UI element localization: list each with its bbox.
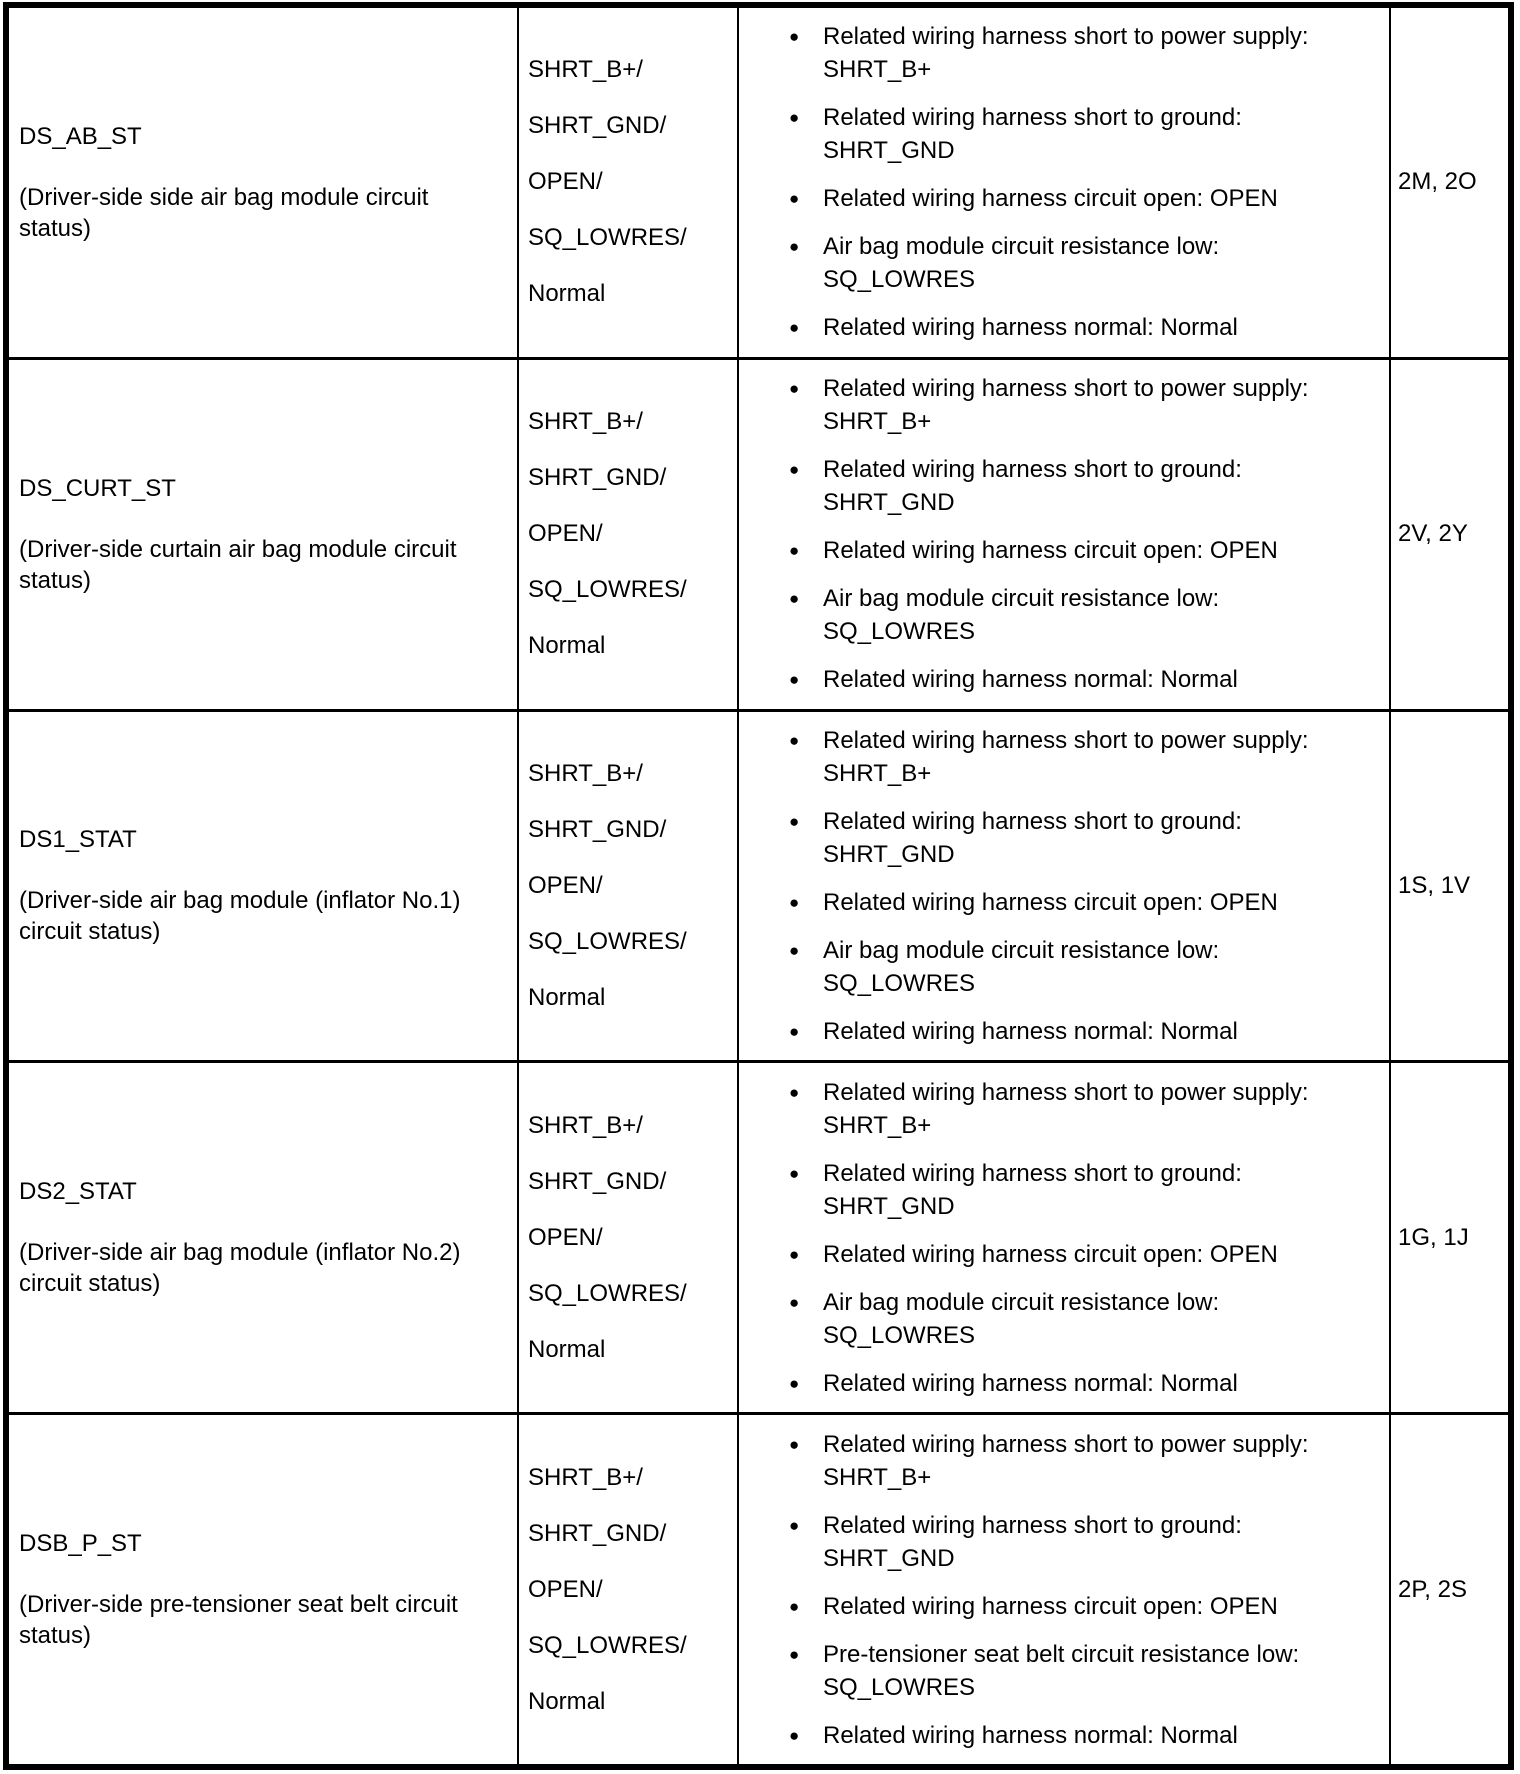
bullet-line: Related wiring harness short to power supply: <box>823 23 1309 51</box>
bullet-text <box>823 805 1383 871</box>
bullet-text <box>823 534 1383 567</box>
bullet-text <box>823 1590 1383 1623</box>
bullet-line: Related wiring harness normal: Normal <box>823 1017 1238 1045</box>
bullet-line: Related wiring harness short to ground: <box>823 104 1242 132</box>
value-option: Normal <box>528 280 606 308</box>
bullet-line: Related wiring harness circuit open: OPEN <box>823 185 1278 213</box>
bullet-text <box>823 663 1383 696</box>
bullet-item <box>789 230 1383 296</box>
bullet-item <box>789 582 1383 648</box>
table-row <box>9 712 1508 1064</box>
bullet-icon: ● <box>789 1596 800 1616</box>
bullet-line: SHRT_GND <box>823 489 955 517</box>
value-option: Normal <box>528 1335 606 1363</box>
bullet-line: SHRT_B+ <box>823 408 932 436</box>
parameter-description: (Driver-side pre-tensioner seat belt circuit status) <box>19 1591 458 1650</box>
parameter-name: DS_CURT_ST <box>19 474 176 502</box>
bullet-text <box>823 886 1383 919</box>
bullet-item <box>789 534 1383 567</box>
bullet-item <box>789 1719 1383 1752</box>
bullet-line: SHRT_B+ <box>823 1463 932 1491</box>
bullet-line: SHRT_B+ <box>823 56 932 84</box>
parameter-name: DS_AB_ST <box>19 122 142 150</box>
bullet-line: Related wiring harness short to power supply: <box>823 375 1309 403</box>
bullet-line: Air bag module circuit resistance low: <box>823 585 1220 613</box>
value-option: SHRT_B+/ <box>528 759 643 787</box>
bullet-line: Related wiring harness circuit open: OPEN <box>823 537 1278 565</box>
parameter-cell <box>9 1063 519 1412</box>
bullet-line: SQ_LOWRES <box>823 1673 976 1701</box>
value-option: Normal <box>528 1687 606 1715</box>
meanings-cell <box>739 360 1391 709</box>
parameter-description: (Driver-side side air bag module circuit status) <box>19 183 429 242</box>
terminals-cell <box>1391 712 1508 1061</box>
parameter-description: (Driver-side air bag module (inflator No.2) circuit status) <box>19 1239 461 1298</box>
value-option: Normal <box>528 632 606 660</box>
bullet-line: Related wiring harness circuit open: OPEN <box>823 888 1278 916</box>
bullet-line: SHRT_GND <box>823 1192 955 1220</box>
values-cell <box>519 8 739 357</box>
bullet-line: Related wiring harness circuit open: OPEN <box>823 1592 1278 1620</box>
bullet-text <box>823 101 1383 167</box>
bullet-icon: ● <box>789 1373 800 1393</box>
terminal-codes: 2V, 2Y <box>1398 520 1468 548</box>
value-option: SQ_LOWRES/ <box>528 1631 687 1659</box>
value-option: SHRT_B+/ <box>528 1463 643 1491</box>
value-option: SHRT_B+/ <box>528 1111 643 1139</box>
bullet-text <box>823 1238 1383 1271</box>
bullet-text <box>823 453 1383 519</box>
value-option: SQ_LOWRES/ <box>528 576 687 604</box>
bullet-text <box>823 372 1383 438</box>
bullet-icon: ● <box>789 730 800 750</box>
terminal-codes: 2P, 2S <box>1398 1575 1467 1603</box>
parameter-name: DS1_STAT <box>19 826 137 854</box>
bullet-icon: ● <box>789 1292 800 1312</box>
bullet-icon: ● <box>789 189 800 209</box>
value-option: SHRT_GND/ <box>528 464 667 492</box>
bullet-icon: ● <box>789 237 800 257</box>
bullet-icon: ● <box>789 892 800 912</box>
value-option: SQ_LOWRES/ <box>528 927 687 955</box>
bullet-item <box>789 182 1383 215</box>
value-option: SHRT_GND/ <box>528 815 667 843</box>
bullet-line: Related wiring harness short to ground: <box>823 456 1242 484</box>
value-option: OPEN/ <box>528 168 603 196</box>
bullet-line: Related wiring harness short to power supply: <box>823 1078 1309 1106</box>
bullet-icon: ● <box>789 670 800 690</box>
bullet-item <box>789 101 1383 167</box>
bullet-icon: ● <box>789 1244 800 1264</box>
bullet-text <box>823 1638 1383 1704</box>
bullet-text <box>823 724 1383 790</box>
bullet-item <box>789 372 1383 438</box>
bullet-icon: ● <box>789 811 800 831</box>
values-cell <box>519 1415 739 1764</box>
bullet-text <box>823 1157 1383 1223</box>
bullet-line: Related wiring harness normal: Normal <box>823 314 1238 342</box>
bullet-item <box>789 1157 1383 1223</box>
parameter-name: DSB_P_ST <box>19 1530 142 1558</box>
table-row <box>9 1415 1508 1764</box>
value-option: OPEN/ <box>528 871 603 899</box>
bullet-item <box>789 886 1383 919</box>
value-option: Normal <box>528 983 606 1011</box>
bullet-line: SHRT_GND <box>823 840 955 868</box>
bullet-item <box>789 1076 1383 1142</box>
values-cell <box>519 1063 739 1412</box>
bullet-icon: ● <box>789 1725 800 1745</box>
bullet-item <box>789 805 1383 871</box>
value-option: SHRT_GND/ <box>528 1167 667 1195</box>
bullet-line: Related wiring harness short to ground: <box>823 807 1242 835</box>
terminals-cell <box>1391 360 1508 709</box>
bullet-line: SHRT_B+ <box>823 759 932 787</box>
bullet-line: SQ_LOWRES <box>823 618 976 646</box>
parameter-cell <box>9 8 519 357</box>
bullet-icon: ● <box>789 541 800 561</box>
bullet-item <box>789 663 1383 696</box>
bullet-line: SQ_LOWRES <box>823 1321 976 1349</box>
bullet-text <box>823 1076 1383 1142</box>
bullet-icon: ● <box>789 1082 800 1102</box>
bullet-icon: ● <box>789 940 800 960</box>
bullet-line: Related wiring harness short to ground: <box>823 1511 1242 1539</box>
meanings-cell <box>739 1063 1391 1412</box>
bullet-line: SHRT_GND <box>823 137 955 165</box>
bullet-line: SHRT_B+ <box>823 1111 932 1139</box>
bullet-item <box>789 20 1383 86</box>
bullet-line: Air bag module circuit resistance low: <box>823 1288 1220 1316</box>
bullet-text <box>823 20 1383 86</box>
parameter-cell <box>9 712 519 1061</box>
bullet-line: Related wiring harness normal: Normal <box>823 1721 1238 1749</box>
bullet-item <box>789 453 1383 519</box>
value-option: SHRT_B+/ <box>528 56 643 84</box>
bullet-item <box>789 1428 1383 1494</box>
value-option: OPEN/ <box>528 1223 603 1251</box>
bullet-line: Air bag module circuit resistance low: <box>823 233 1220 261</box>
bullet-line: SHRT_GND <box>823 1544 955 1572</box>
signal-parameter-table <box>3 2 1514 1770</box>
bullet-item <box>789 1638 1383 1704</box>
table-row <box>9 360 1508 712</box>
bullet-text <box>823 1015 1383 1048</box>
bullet-icon: ● <box>789 1515 800 1535</box>
terminal-codes: 1G, 1J <box>1398 1223 1469 1251</box>
terminals-cell <box>1391 1415 1508 1764</box>
bullet-text <box>823 582 1383 648</box>
bullet-text <box>823 1719 1383 1752</box>
bullet-line: Related wiring harness circuit open: OPEN <box>823 1240 1278 1268</box>
bullet-icon: ● <box>789 318 800 338</box>
bullet-icon: ● <box>789 379 800 399</box>
bullet-line: Pre-tensioner seat belt circuit resistance low: <box>823 1640 1300 1668</box>
table-row <box>9 8 1508 360</box>
bullet-icon: ● <box>789 27 800 47</box>
parameter-description: (Driver-side air bag module (inflator No.1) circuit status) <box>19 887 461 946</box>
bullet-line: SQ_LOWRES <box>823 969 976 997</box>
bullet-line: Related wiring harness short to ground: <box>823 1159 1242 1187</box>
terminals-cell <box>1391 1063 1508 1412</box>
value-option: OPEN/ <box>528 520 603 548</box>
values-cell <box>519 712 739 1061</box>
bullet-line: Related wiring harness normal: Normal <box>823 1369 1238 1397</box>
bullet-text <box>823 1428 1383 1494</box>
terminal-codes: 1S, 1V <box>1398 871 1471 899</box>
bullet-text <box>823 1286 1383 1352</box>
value-option: SHRT_B+/ <box>528 408 643 436</box>
bullet-text <box>823 1509 1383 1575</box>
parameter-cell <box>9 1415 519 1764</box>
meanings-cell <box>739 1415 1391 1764</box>
bullet-text <box>823 311 1383 344</box>
bullet-icon: ● <box>789 1434 800 1454</box>
meanings-cell <box>739 712 1391 1061</box>
value-option: SHRT_GND/ <box>528 1519 667 1547</box>
value-option: OPEN/ <box>528 1575 603 1603</box>
bullet-item <box>789 1238 1383 1271</box>
bullet-icon: ● <box>789 108 800 128</box>
bullet-item <box>789 1509 1383 1575</box>
parameter-name: DS2_STAT <box>19 1178 137 1206</box>
bullet-text <box>823 934 1383 1000</box>
bullet-icon: ● <box>789 589 800 609</box>
bullet-item <box>789 1286 1383 1352</box>
bullet-item <box>789 1367 1383 1400</box>
parameter-description: (Driver-side curtain air bag module circuit status) <box>19 535 457 594</box>
bullet-line: Related wiring harness short to power supply: <box>823 1430 1309 1458</box>
value-option: SQ_LOWRES/ <box>528 1279 687 1307</box>
meanings-cell <box>739 8 1391 357</box>
bullet-text <box>823 182 1383 215</box>
terminals-cell <box>1391 8 1508 357</box>
bullet-item <box>789 1590 1383 1623</box>
table-row <box>9 1063 1508 1415</box>
bullet-line: Air bag module circuit resistance low: <box>823 936 1220 964</box>
bullet-text <box>823 230 1383 296</box>
value-option: SHRT_GND/ <box>528 112 667 140</box>
bullet-item <box>789 934 1383 1000</box>
bullet-icon: ● <box>789 1163 800 1183</box>
bullet-icon: ● <box>789 1644 800 1664</box>
bullet-line: Related wiring harness short to power supply: <box>823 726 1309 754</box>
values-cell <box>519 360 739 709</box>
parameter-cell <box>9 360 519 709</box>
bullet-icon: ● <box>789 1021 800 1041</box>
bullet-item <box>789 724 1383 790</box>
bullet-item <box>789 1015 1383 1048</box>
bullet-item <box>789 311 1383 344</box>
bullet-icon: ● <box>789 460 800 480</box>
terminal-codes: 2M, 2O <box>1398 168 1477 196</box>
bullet-line: Related wiring harness normal: Normal <box>823 666 1238 694</box>
bullet-line: SQ_LOWRES <box>823 266 976 294</box>
bullet-text <box>823 1367 1383 1400</box>
value-option: SQ_LOWRES/ <box>528 224 687 252</box>
